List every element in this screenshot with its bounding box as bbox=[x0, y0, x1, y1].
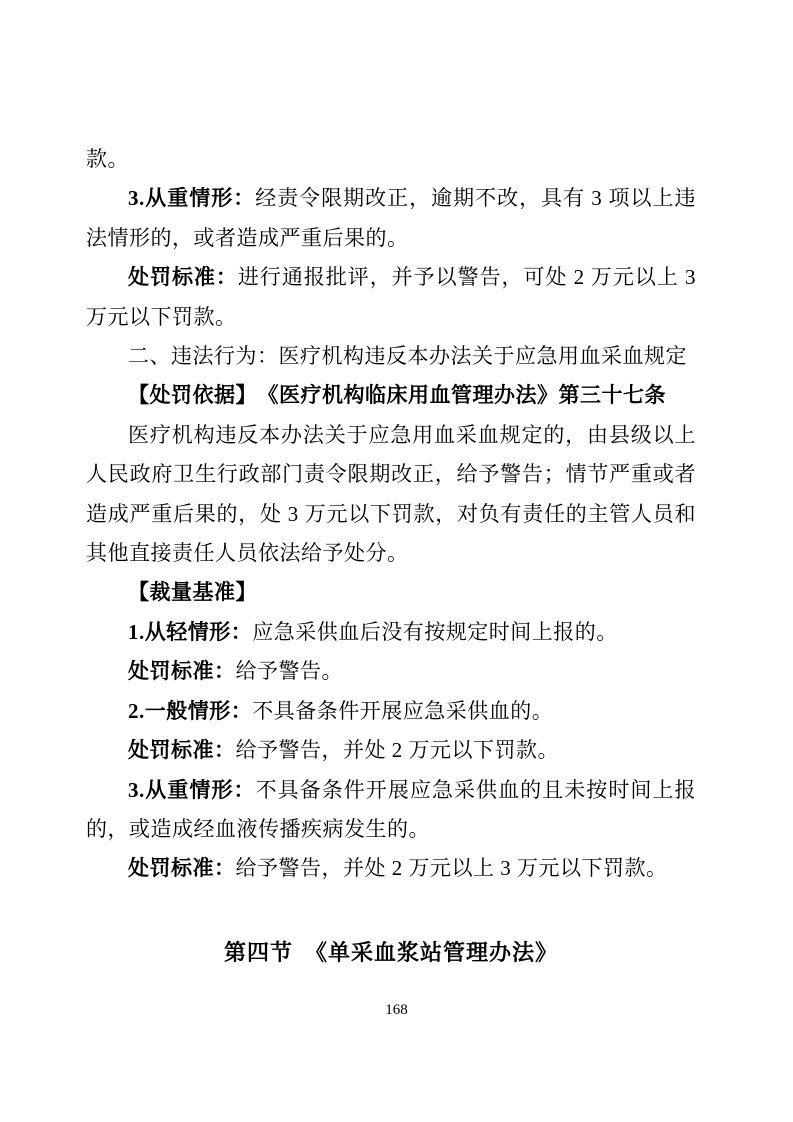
paragraph-text: 不具备条件开展应急采供血的。 bbox=[252, 698, 554, 723]
paragraph-lead: 3.从重情形： bbox=[128, 186, 256, 211]
paragraph bbox=[86, 140, 696, 179]
paragraph-lead: 处罚标准： bbox=[128, 265, 238, 290]
paragraph-text: 给予警告，并处 2 万元以上 3 万元以下罚款。 bbox=[235, 856, 668, 881]
paragraph-text: 医疗机构违反本办法关于应急用血采血规定的，由县级以上人民政府卫生行政部门责令限期改正，给予警告；情节严重或者造成严重后果的，处 3 万元以下罚款，对负有责任的主管人员和其他直接责任人员依法给予处分。 bbox=[86, 422, 696, 566]
paragraph-lead: 处罚标准： bbox=[128, 856, 236, 881]
paragraph bbox=[86, 731, 696, 770]
section-heading: 第四节 《单采血浆站管理办法》 bbox=[223, 939, 558, 965]
paragraph-text: 给予警告，并处 2 万元以下罚款。 bbox=[235, 738, 559, 763]
paragraph-text: 进行通报批评，并予以警告，可处 2 万元以上 3 万元以下罚款。 bbox=[86, 265, 697, 329]
paragraph-lead: 1.从轻情形： bbox=[128, 619, 253, 644]
paragraph bbox=[86, 258, 696, 337]
paragraph bbox=[86, 337, 696, 376]
paragraph-text: 应急采供血后没有按规定时间上报的。 bbox=[252, 619, 618, 644]
paragraph bbox=[86, 652, 696, 691]
paragraph-lead: 【裁量基准】 bbox=[128, 580, 257, 605]
paragraph-lead: 处罚标准： bbox=[128, 738, 236, 763]
paragraph bbox=[86, 849, 696, 888]
paragraph bbox=[86, 573, 696, 612]
paragraph bbox=[86, 613, 696, 652]
paragraph bbox=[86, 179, 696, 258]
paragraph-text: 不具备条件开展应急采供血的且未按时间上报的，或造成经血液传播疾病发生的。 bbox=[86, 777, 697, 841]
paragraph-text: 给予警告。 bbox=[235, 659, 343, 684]
paragraph-lead: 处罚标准： bbox=[128, 659, 236, 684]
paragraph bbox=[86, 771, 696, 850]
paragraph-lead: 【处罚依据】 《医疗机构临床用血管理办法》第三十七条 bbox=[128, 383, 666, 408]
paragraph-lead: 2.一般情形： bbox=[128, 698, 253, 723]
paragraph-lead: 3.从重情形： bbox=[128, 777, 256, 802]
paragraph-text: 经责令限期改正，逾期不改，具有 3 项以上违法情形的，或者造成严重后果的。 bbox=[86, 186, 697, 250]
paragraph-text: 二、违法行为：医疗机构违反本办法关于应急用血采血规定 bbox=[128, 344, 687, 369]
paragraph bbox=[86, 416, 696, 574]
paragraph bbox=[86, 376, 696, 415]
page-body bbox=[86, 140, 696, 972]
paragraph-text: 款。 bbox=[86, 147, 129, 171]
page-number: 168 bbox=[385, 1002, 408, 1018]
paragraph bbox=[86, 692, 696, 731]
